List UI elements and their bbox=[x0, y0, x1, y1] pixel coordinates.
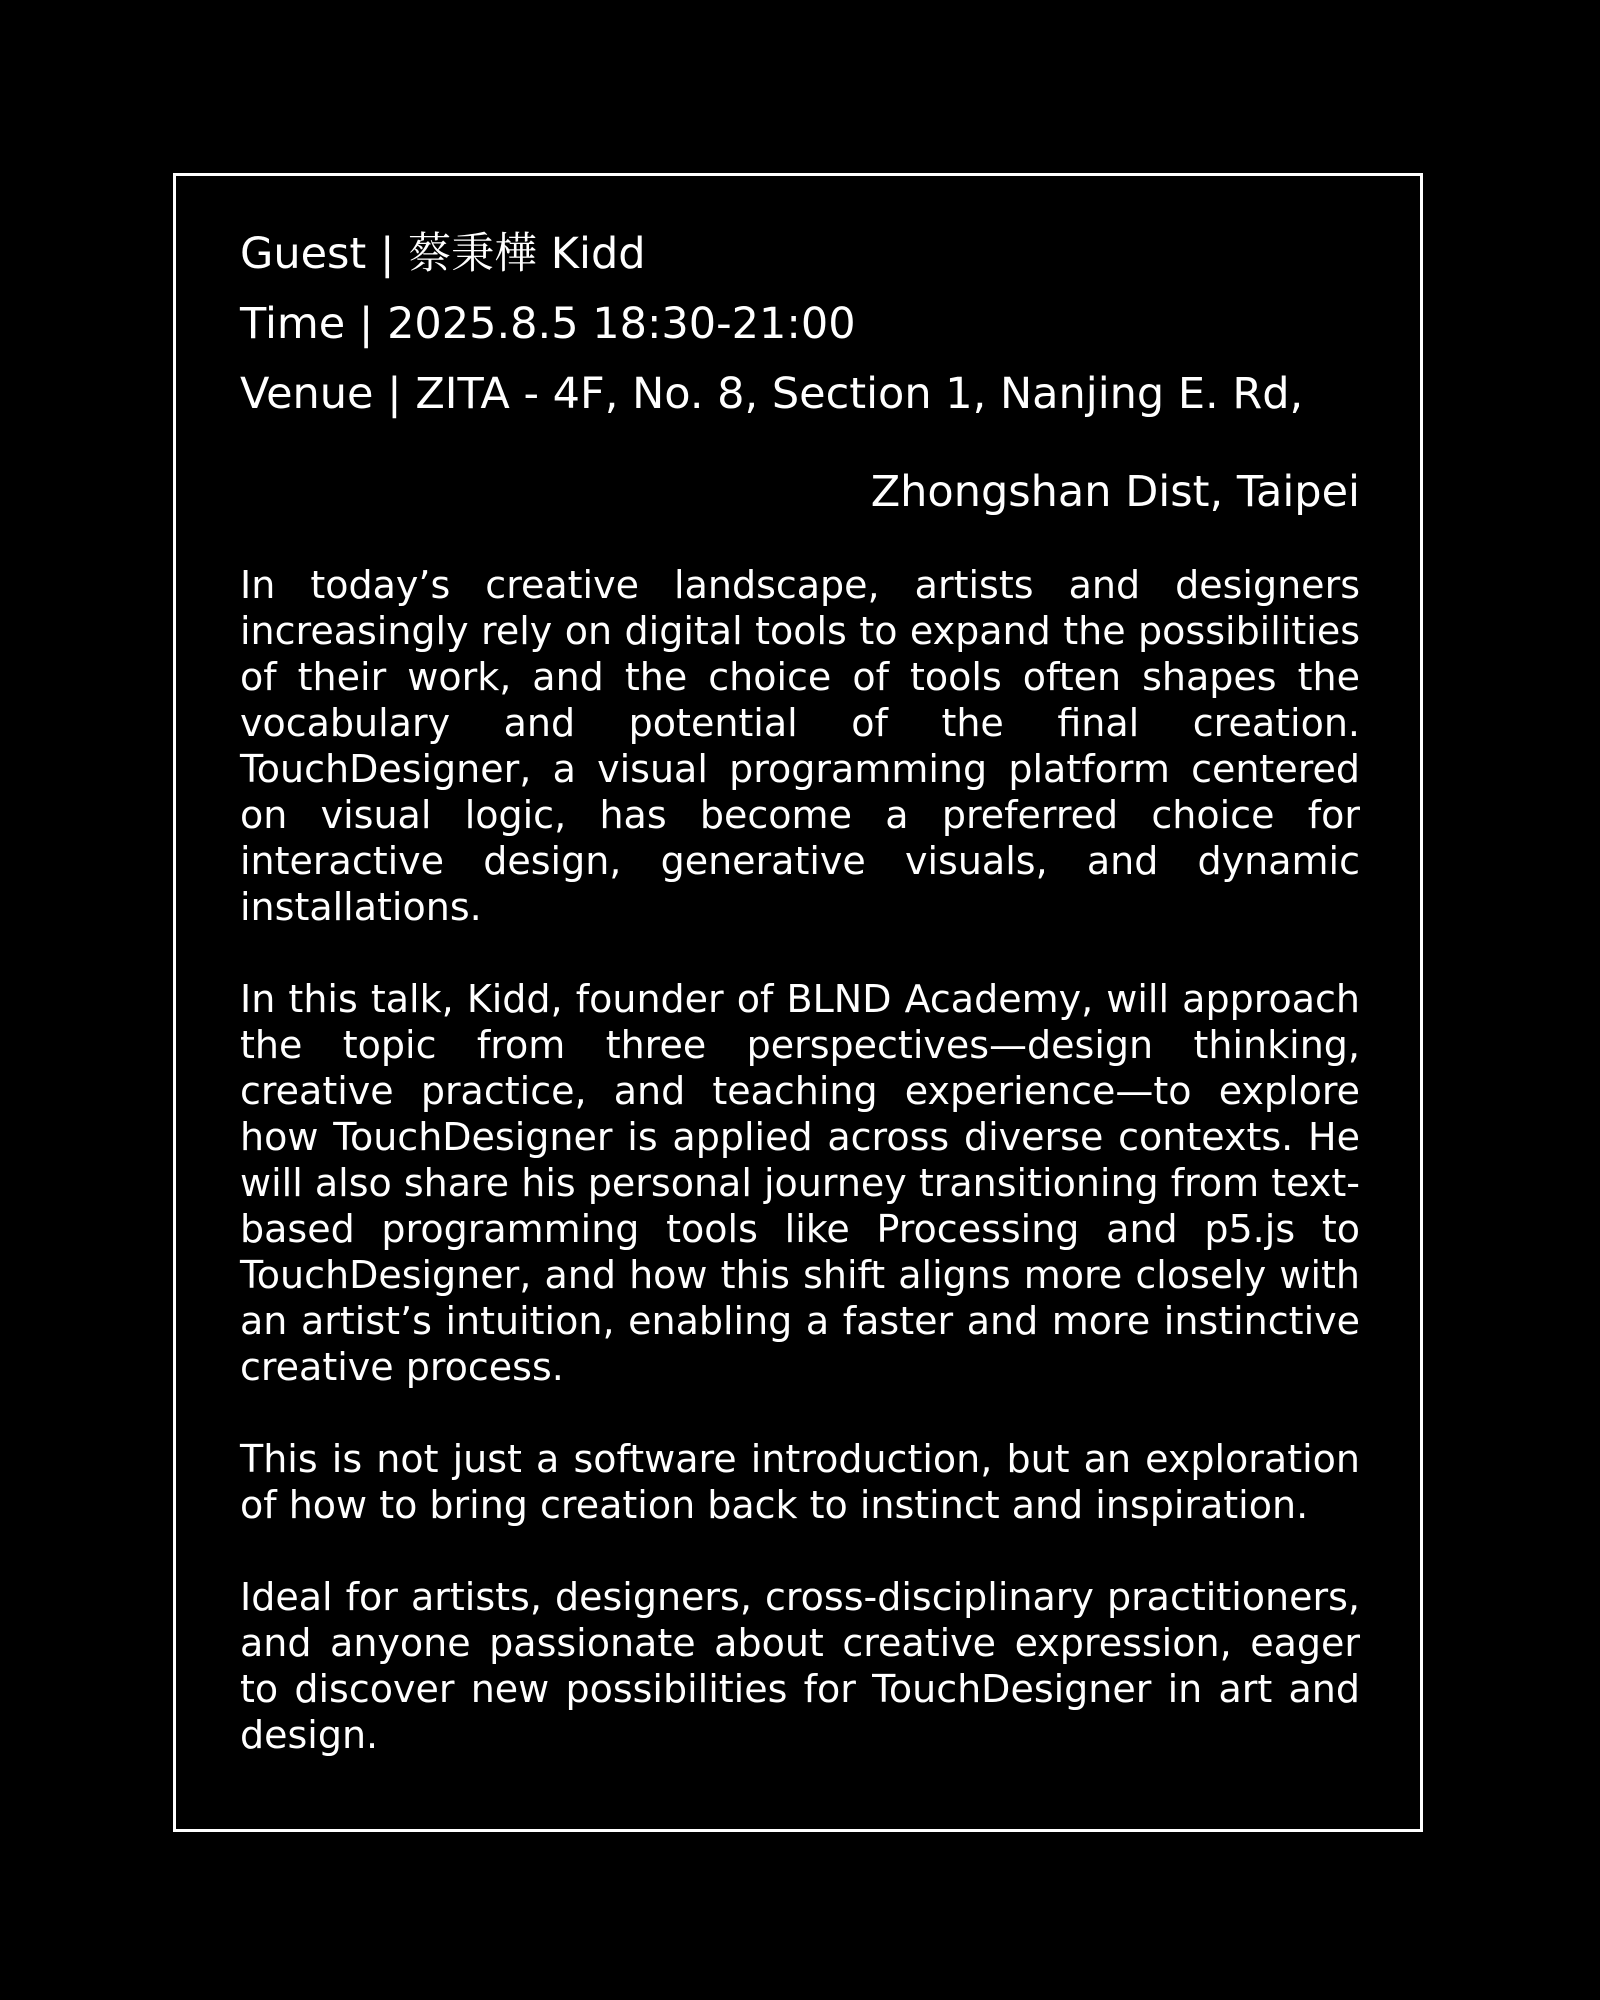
description-paragraph-2: In this talk, Kidd, founder of BLND Academy, will approach the topic from three perspectives—design thinking, creative practice, and teaching experience—to explore how TouchDesigner is applied across diverse contexts. He will also share his personal journey transitioning from text-based programming tools like Processing and p5.js to TouchDesigner, and how this shift aligns more closely with an artist’s intuition, enabling a faster and more instinctive creative process. bbox=[240, 977, 1360, 1389]
event-info bbox=[240, 225, 1360, 1758]
venue-line bbox=[240, 365, 1360, 423]
time-line bbox=[240, 295, 1360, 353]
description-paragraph-1: In today’s creative landscape, artists and designers increasingly rely on digital tools to expand the possibilities of their work, and the choice of tools often shapes the vocabulary and potential of the final creation. TouchDesigner, a visual programming platform centered on visual logic, has become a preferred choice for interactive design, generative visuals, and dynamic installations. bbox=[240, 563, 1360, 929]
time-value: 2025.8.5 18:30-21:00 bbox=[387, 299, 856, 349]
time-separator: | bbox=[358, 299, 374, 349]
venue-address-line2: Zhongshan Dist, Taipei bbox=[870, 467, 1360, 517]
guest-line bbox=[240, 225, 1360, 283]
guest-separator: | bbox=[379, 229, 395, 279]
venue-label: Venue bbox=[240, 369, 374, 419]
guest-value: 蔡秉樺 Kidd bbox=[408, 229, 646, 279]
description-paragraph-3: This is not just a software introduction, but an exploration of how to bring creation back to instinct and inspiration. bbox=[240, 1437, 1360, 1527]
venue-separator: | bbox=[387, 369, 402, 419]
venue-address-line1: ZITA - 4F, No. 8, Section 1, Nanjing E. Rd, bbox=[415, 369, 1304, 419]
guest-label: Guest bbox=[240, 229, 367, 279]
description-paragraph-4: Ideal for artists, designers, cross-disciplinary practitioners, and anyone passionate about creative expression, eager to discover new possibilities for TouchDesigner in art and design. bbox=[240, 1575, 1360, 1757]
time-label: Time bbox=[240, 299, 346, 349]
